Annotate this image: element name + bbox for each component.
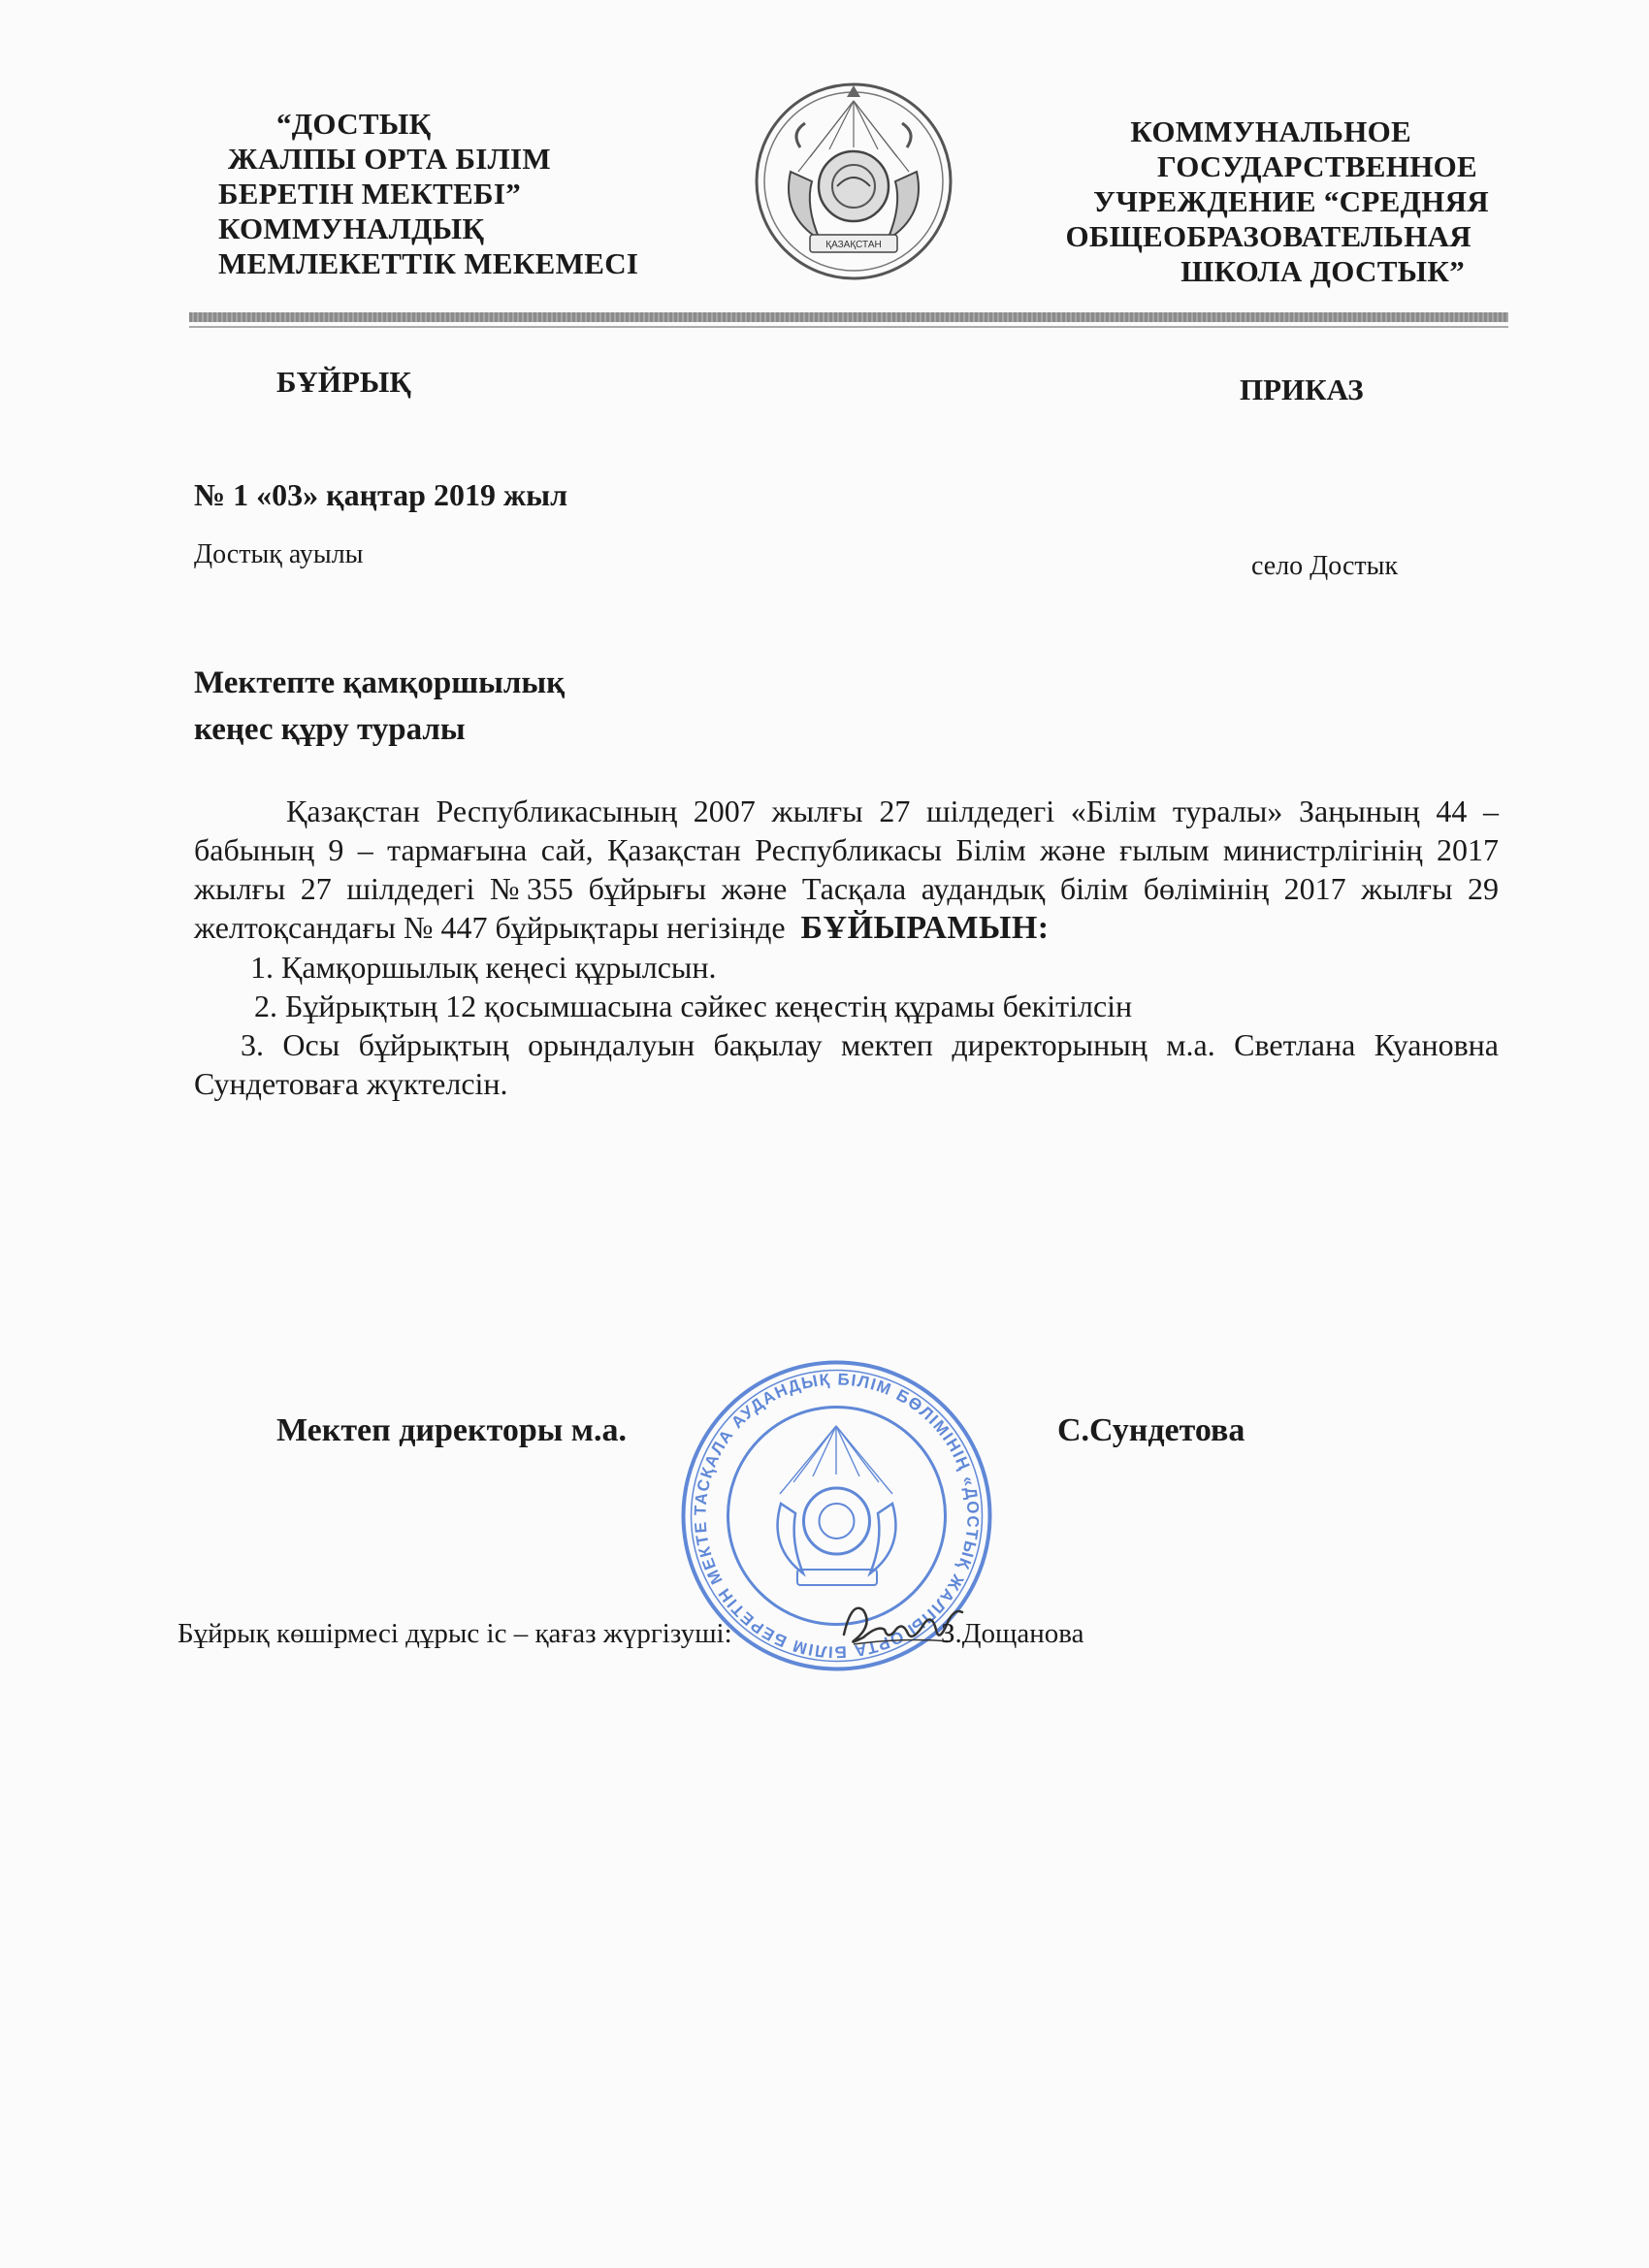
header-left-org-name bbox=[209, 107, 655, 281]
place-kz: Достық ауылы bbox=[194, 539, 364, 569]
header-divider-thin bbox=[189, 326, 1508, 328]
order-item: 3. Осы бұйрықтың орындалуын бақылау мектеп директорының м.а. Светлана Куановна Сундетоваға жүктелсін. bbox=[194, 1027, 1499, 1101]
header-right-line: ГОСУДАРСТВЕННОЕ bbox=[1157, 149, 1477, 183]
header-right-line: ОБЩЕОБРАЗОВАТЕЛЬНАЯ bbox=[1065, 219, 1471, 253]
subject-line: кеңес құру туралы bbox=[194, 712, 466, 747]
signatory-title: Мектеп директоры м.а. bbox=[276, 1412, 627, 1448]
header-left-line: ЖАЛПЫ ОРТА БІЛІМ bbox=[228, 142, 551, 176]
order-number-date: № 1 «03» қаңтар 2019 жыл bbox=[194, 477, 568, 512]
seal-outer-text: ТАСҚАЛА АУДАНДЫҚ БІЛІМ БӨЛІМІНІҢ «ДОСТЫҚ ЖАЛПЫ ОРТА БІЛІМ БЕРЕТІН МЕКТЕ bbox=[691, 1370, 983, 1662]
header-right-org-name bbox=[1043, 114, 1499, 289]
header-left-line: МЕМЛЕКЕТТІК МЕКЕМЕСІ bbox=[218, 246, 639, 280]
doc-type-kz: БҰЙРЫҚ bbox=[276, 365, 411, 399]
header-left-line: “ДОСТЫҚ bbox=[276, 107, 432, 141]
header-left-line: КОММУНАЛДЫҚ bbox=[218, 211, 485, 245]
header-divider bbox=[189, 312, 1508, 322]
header-left-line: БЕРЕТІН МЕКТЕБІ” bbox=[218, 177, 522, 211]
emblem-caption: ҚАЗАҚСТАН bbox=[825, 240, 882, 250]
doc-type-ru: ПРИКАЗ bbox=[1240, 373, 1364, 406]
subject-line: Мектепте қамқоршылық bbox=[194, 665, 566, 700]
copy-certification-label: Бұйрық көшірмесі дұрыс іс – қағаз жүргізуші: bbox=[178, 1618, 732, 1649]
preamble-text: Қазақстан Республикасының 2007 жылғы 27 шілдедегі «Білім туралы» Заңының 44 – бабының 9 – тармағына сай, Қазақстан Республикасы Білім және ғылым министрлігінің 2017 жылғы 27 шілдедегі №355 бұйрығы және Тасқала аудандық білім бөлімінің 2017 жылғы 29 желтоқсандағы № 447 бұйрықтары негізінде bbox=[194, 794, 1499, 945]
signatory-name: С.Сундетова bbox=[1057, 1412, 1245, 1448]
body-preamble bbox=[194, 792, 1499, 948]
order-item: 2. Бұйрықтың 12 қосымшасына сәйкес кеңестің құрамы бекітілсін bbox=[254, 988, 1133, 1023]
header-right-line: ШКОЛА ДОСТЫК” bbox=[1180, 254, 1465, 288]
kazakhstan-emblem-icon bbox=[752, 80, 955, 283]
order-body bbox=[194, 792, 1499, 1103]
header-right-line: КОММУНАЛЬНОЕ bbox=[1130, 114, 1411, 148]
order-subject bbox=[194, 660, 565, 753]
clerk-name: З.Дощанова bbox=[941, 1618, 1084, 1649]
order-keyword: БҰЙЫРАМЫН: bbox=[800, 910, 1050, 946]
order-item: 1. Қамқоршылық кеңесі құрылсын. bbox=[250, 950, 717, 985]
place-ru: село Достык bbox=[1251, 551, 1399, 581]
header-right-line: УЧРЕЖДЕНИЕ “СРЕДНЯЯ bbox=[1093, 184, 1489, 218]
